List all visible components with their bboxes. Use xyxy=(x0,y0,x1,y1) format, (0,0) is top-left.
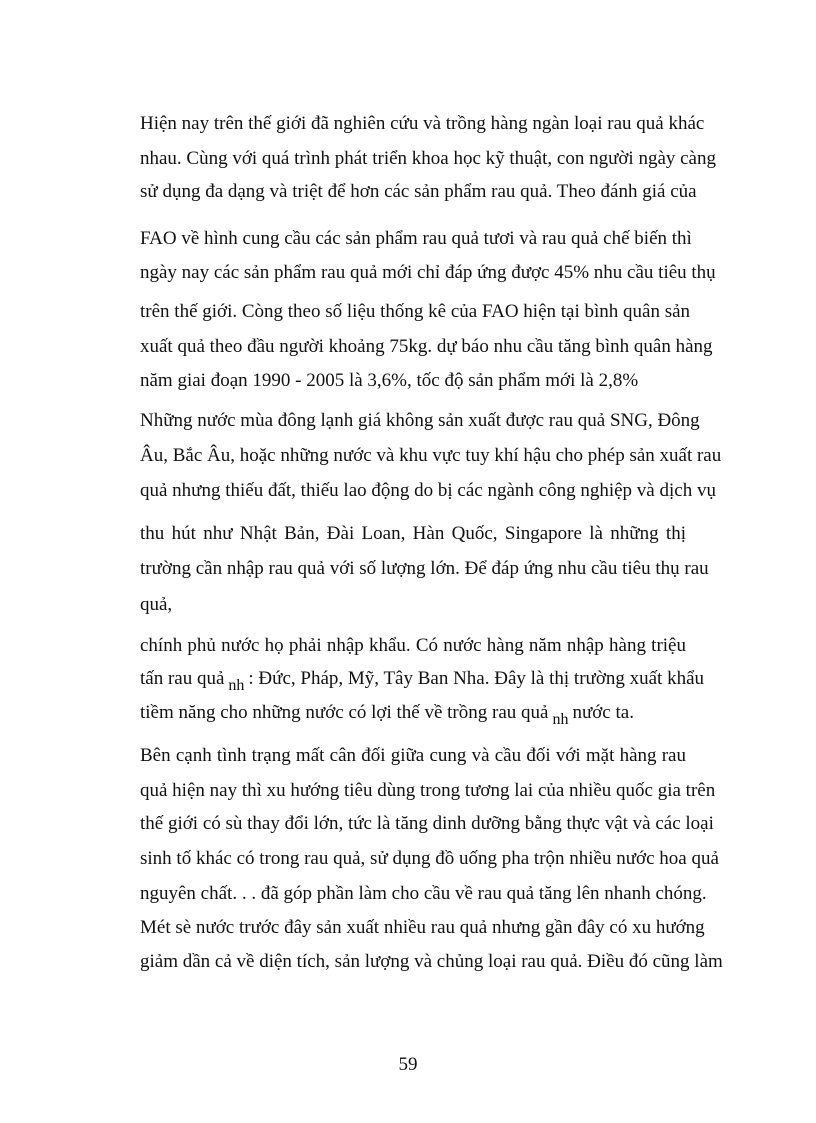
paragraph-4-line-4: sinh tố khác có trong rau quả, sử dụng đồ uống pha trộn nhiều nước hoa quả xyxy=(140,848,719,869)
paragraph-4-line-1: Bên cạnh tình trạng mất cân đối giữa cung và cầu đối với mặt hàng rau xyxy=(140,745,686,766)
paragraph-3-line-3-start: tiềm năng cho những nước có lợi thế về trồng rau quả xyxy=(140,702,549,723)
paragraph-3-line-3-end: nước ta. xyxy=(572,702,634,723)
paragraph-2-line-3: quả nhưng thiếu đất, thiếu lao động do bị các ngành công nghiệp và dịch vụ xyxy=(140,480,716,501)
page-number: 59 xyxy=(398,1054,418,1075)
paragraph-1-line-4: FAO về hình cung cầu các sản phẩm rau quả tươi và rau quả chế biến thì xyxy=(140,228,692,249)
paragraph-1-line-7: xuất quả theo đầu người khoảng 75kg. dự báo nhu cầu tăng bình quân hàng xyxy=(140,336,713,357)
paragraph-3-line-2 xyxy=(140,668,705,694)
paragraph-2-line-4: thu hút như Nhật Bản, Đài Loan, Hàn Quốc, Singapore là những thị xyxy=(140,523,686,544)
paragraph-4-line-3: thế giới có sù thay đổi lớn, tức là tăng dinh dưỡng bằng thực vật và các loại xyxy=(140,813,714,834)
paragraph-2-line-5: trường cần nhập rau quả với số lượng lớn. Để đáp ứng nhu cầu tiêu thụ rau xyxy=(140,558,709,579)
paragraph-1-line-5: ngày nay các sản phẩm rau quả mới chỉ đáp ứng được 45% nhu cầu tiêu thụ xyxy=(140,262,716,283)
paragraph-1-line-6: trên thế giới. Còng theo số liệu thống kê của FAO hiện tại bình quân sản xyxy=(140,301,691,322)
paragraph-2-line-1: Những nước mùa đông lạnh giá không sản xuất được rau quả SNG, Đông xyxy=(140,410,700,431)
paragraph-3-line-3 xyxy=(140,702,634,728)
paragraph-3-line-2-start: tấn rau quả xyxy=(140,668,225,689)
abbreviation-subscript: nh xyxy=(552,711,569,728)
paragraph-4-line-7: giảm dần cả về diện tích, sản lượng và chủng loại rau quả. Điều đó cũng làm xyxy=(140,951,723,972)
paragraph-1-line-1: Hiện nay trên thế giới đã nghiên cứu và trồng hàng ngàn loại rau quả khác xyxy=(140,113,705,134)
paragraph-4-line-6: Mét sè nước trước đây sản xuất nhiều rau quả nhưng gần đây có xu hướng xyxy=(140,917,705,938)
paragraph-3-line-2-end: : Đức, Pháp, Mỹ, Tây Ban Nha. Đây là thị trường xuất khẩu xyxy=(248,668,705,689)
abbreviation-subscript: nh xyxy=(228,677,245,694)
paragraph-2-line-6: quả, xyxy=(140,594,173,615)
paragraph-1-line-3: sử dụng đa dạng và triệt để hơn các sản phẩm rau quả. Theo đánh giá của xyxy=(140,181,697,202)
paragraph-4-line-2: quả hiện nay thì xu hướng tiêu dùng trong tương lai của nhiều quốc gia trên xyxy=(140,780,716,801)
paragraph-2-line-2: Âu, Bắc Âu, hoặc những nước và khu vực tuy khí hậu cho phép sản xuất rau xyxy=(140,445,722,466)
paragraph-1-line-2: nhau. Cùng với quá trình phát triển khoa học kỹ thuật, con người ngày càng xyxy=(140,148,716,169)
paragraph-4-line-5: nguyên chất. . . đã góp phần làm cho cầu về rau quả tăng lên nhanh chóng. xyxy=(140,883,707,904)
paragraph-3-line-1: chính phủ nước họ phải nhập khẩu. Có nước hàng năm nhập hàng triệu xyxy=(140,635,686,656)
paragraph-1-line-8: năm giai đoạn 1990 - 2005 là 3,6%, tốc độ sản phẩm mới là 2,8% xyxy=(140,370,639,391)
